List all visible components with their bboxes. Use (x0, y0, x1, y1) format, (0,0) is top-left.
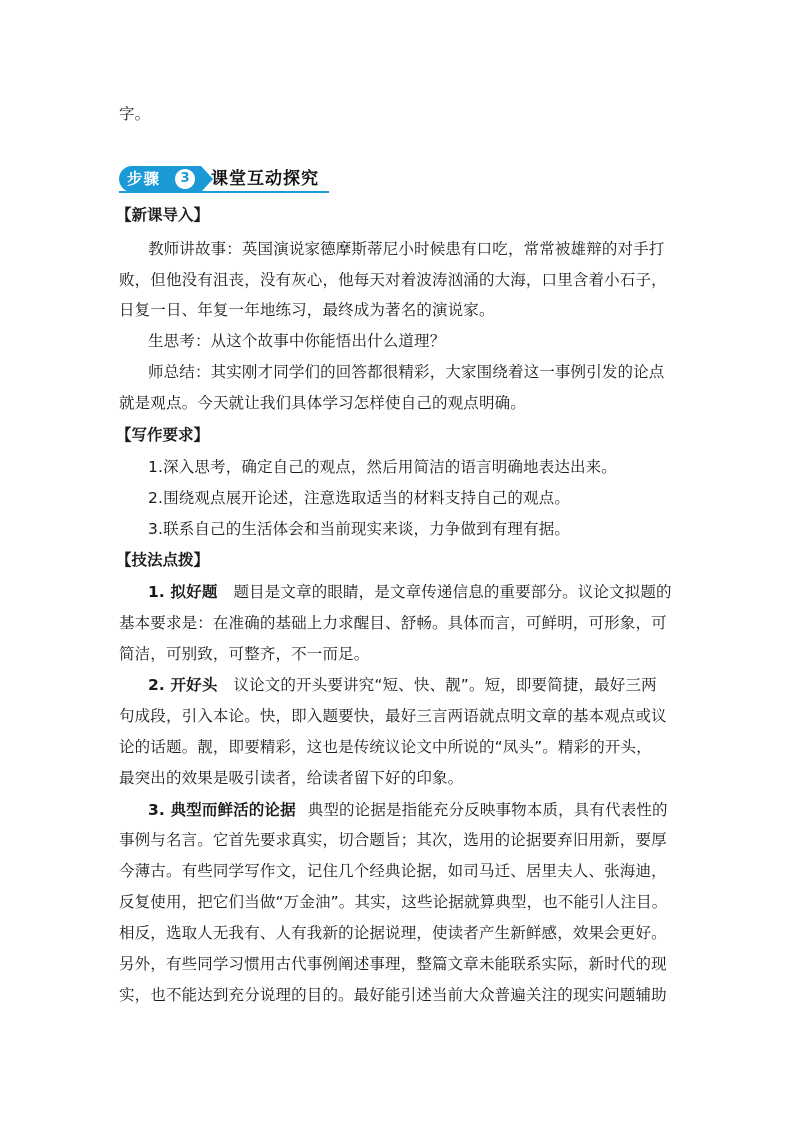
paragraph-line: 就是观点。今天就让我们具体学习怎样使自己的观点明确。 (119, 394, 526, 412)
step-title: 课堂互动探究 (211, 169, 319, 189)
section-heading-requirements: 【写作要求】 (116, 426, 210, 444)
technique-label: 3. 典型而鲜活的论据 (148, 801, 296, 819)
technique-item-title-line (148, 800, 668, 820)
paragraph-line: 基本要求是：在准确的基础上力求醒目、舒畅。具体而言，可鲜明，可形象，可 (119, 614, 667, 632)
paragraph-line: 句成段，引入本论。快，即入题要快，最好三言两语就点明文章的基本观点或议 (119, 707, 667, 725)
step-number-icon: 3 (175, 169, 195, 189)
step-badge (119, 166, 201, 192)
continued-text: 字。 (119, 105, 151, 123)
paragraph-line: 败，但他没有沮丧，没有灰心，他每天对着波涛汹涌的大海，口里含着小石子， (119, 271, 667, 289)
paragraph-line: 师总结：其实刚才同学们的回答都很精彩，大家围绕着这一事例引发的论点 (148, 363, 665, 381)
requirement-item: 1.深入思考，确定自己的观点，然后用简洁的语言明确地表达出来。 (148, 458, 617, 476)
paragraph-line: 另外，有些同学习惯用古代事例阐述事理，整篇文章未能联系实际，新时代的现 (119, 955, 667, 973)
requirement-item: 2.围绕观点展开论述，注意选取适当的材料支持自己的观点。 (148, 489, 570, 507)
paragraph-line: 教师讲故事：英国演说家德摩斯蒂尼小时候患有口吃，常常被雄辩的对手打 (148, 240, 665, 258)
paragraph-line: 相反，选取人无我有、人有我新的论据说理，使读者产生新鲜感，效果会更好。 (119, 924, 667, 942)
paragraph-line: 事例与名言。它首先要求真实，切合题旨；其次，选用的论据要弃旧用新，要厚 (119, 831, 667, 849)
paragraph-line: 日复一日、年复一年地练习，最终成为著名的演说家。 (119, 301, 495, 319)
step-header (119, 166, 329, 192)
section-heading-techniques: 【技法点拨】 (116, 551, 210, 569)
technique-text: 题目是文章的眼睛，是文章传递信息的重要部分。议论文拟题的 (233, 583, 672, 601)
technique-item-title-line (148, 582, 672, 602)
step-label: 步骤 (127, 170, 161, 188)
step-divider (119, 191, 329, 193)
technique-text: 典型的论据是指能充分反映事物本质，具有代表性的 (307, 801, 668, 819)
technique-label: 1. 拟好题 (148, 583, 218, 601)
paragraph-line: 今薄古。有些同学写作文，记住几个经典论据，如司马迁、居里夫人、张海迪， (119, 862, 667, 880)
paragraph-line: 论的话题。靓，即要精彩，这也是传统议论文中所说的“凤头”。精彩的开头， (119, 738, 652, 756)
technique-text: 议论文的开头要讲究“短、快、靓”。短，即要简捷，最好三两 (233, 676, 657, 694)
paragraph-line: 反复使用，把它们当做“万金油”。其实，这些论据就算典型，也不能引人注目。 (119, 893, 668, 911)
paragraph-line: 最突出的效果是吸引读者，给读者留下好的印象。 (119, 769, 464, 787)
requirement-item: 3.联系自己的生活体会和当前现实来谈，力争做到有理有据。 (148, 520, 570, 538)
technique-item-title-line (148, 675, 657, 695)
paragraph-line: 生思考：从这个故事中你能悟出什么道理？ (148, 332, 446, 350)
section-heading-intro: 【新课导入】 (116, 206, 210, 224)
paragraph-line: 实，也不能达到充分说理的目的。最好能引述当前大众普遍关注的现实问题辅助 (119, 986, 667, 1004)
paragraph-line: 简洁，可别致，可整齐，不一而足。 (119, 645, 370, 663)
technique-label: 2. 开好头 (148, 676, 218, 694)
